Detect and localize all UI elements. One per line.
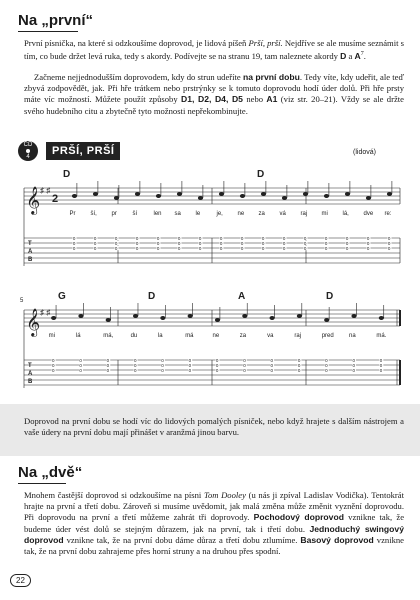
tab-fret: 0	[114, 245, 118, 251]
tab-fret: 0	[72, 245, 76, 251]
lyric-syllable: za	[258, 211, 265, 217]
section-heading-first-beat: Na „první“	[18, 12, 93, 29]
tab-fret: 0	[72, 240, 76, 246]
cd-icon: CD 4	[18, 141, 38, 161]
tab-fret: 0	[240, 235, 244, 241]
lyric-syllable: má.	[376, 333, 387, 339]
note-head	[133, 314, 138, 318]
tab-fret: 0	[325, 367, 328, 373]
tab-fret: 0	[325, 362, 328, 368]
tab-fret: 0	[52, 367, 55, 373]
music-system-2	[0, 288, 420, 398]
lyric-syllable: ne	[237, 211, 245, 217]
lyric-syllable: je,	[216, 211, 223, 217]
tab-fret: 0	[387, 245, 391, 251]
note-head	[297, 314, 302, 318]
svg-text:B: B	[28, 257, 33, 263]
lyric-syllable: má	[185, 333, 194, 339]
song-origin: (lidová)	[353, 149, 376, 156]
tab-fret: 0	[303, 240, 307, 246]
tab-fret: 0	[243, 357, 246, 363]
tab-fret: 0	[52, 362, 55, 368]
song-header	[18, 141, 398, 163]
tab-fret: 0	[93, 245, 97, 251]
note-head	[72, 194, 77, 198]
tab-fret: 0	[198, 235, 202, 241]
note-head	[324, 194, 329, 198]
lyric-syllable: va	[267, 333, 274, 339]
section-heading-second-beat: Na „dvě“	[18, 464, 82, 481]
strumming-paragraph: Začneme nejjednodušším doprovodem, kdy do strun udeříte na první dobu. Tedy víte, kdy udeřit, ale teď zbyvá zodpovědět, jak. Při hře trátkem nebo prstrýnky se k tomuto doprovodu hodí úder dolů. Při hře prsty máte víc možností. Můžete použít způsoby D1, D2, D4, D5 nebo A1 (viz str. 20–21). Vždy se ale držte svého hudebního citu a zbytečně tyto možnosti nepřekombinujte.	[24, 72, 405, 116]
note-head	[303, 192, 308, 196]
tab-fret: 0	[135, 245, 139, 251]
tab-fret: 0	[156, 235, 160, 241]
tab-fret: 0	[93, 235, 97, 241]
tab-fret: 0	[345, 240, 349, 246]
tab-fret: 0	[270, 367, 274, 373]
tab-fret: 0	[188, 357, 192, 363]
note-head	[345, 192, 350, 196]
tab-fret: 0	[177, 245, 181, 251]
tab-fret: 0	[379, 357, 383, 363]
tab-fret: 0	[387, 240, 391, 246]
tab-fret: 0	[177, 240, 181, 246]
tab-letters	[28, 241, 33, 263]
tab-fret: 0	[133, 362, 137, 368]
note-head	[270, 316, 275, 320]
tab-fret: 0	[240, 240, 244, 246]
lyric-syllable: dve	[363, 211, 374, 217]
tab-fret: 0	[219, 235, 223, 241]
tab-fret: 0	[297, 362, 301, 368]
lyric-syllable: mi	[48, 333, 55, 339]
svg-text:B: B	[28, 379, 33, 385]
svg-text:T: T	[28, 363, 32, 369]
lyric-syllable: len	[153, 211, 162, 217]
tab-fret: 0	[106, 367, 110, 373]
chord-symbol: D	[148, 291, 156, 302]
tab-fret: 0	[79, 362, 82, 368]
music-system-1	[0, 166, 420, 276]
note-head	[379, 316, 384, 320]
chord-symbol: D	[257, 169, 265, 180]
tab-fret: 0	[324, 235, 328, 241]
lyric-syllable: lá,	[342, 211, 349, 217]
tab-fret: 0	[243, 367, 246, 373]
svg-text:A: A	[28, 371, 33, 377]
tab-fret: 0	[379, 367, 383, 373]
tab-fret: 0	[215, 362, 219, 368]
lyric-syllable: na	[349, 333, 356, 339]
svg-text:2: 2	[52, 193, 59, 205]
lyric-syllable: du	[130, 333, 138, 339]
chord-symbol: D	[63, 169, 71, 180]
lyric-syllable: re:	[384, 211, 392, 217]
tab-fret: 0	[270, 357, 274, 363]
tab-fret: 0	[282, 240, 286, 246]
song-title: PRŠÍ, PRŠÍ	[46, 142, 120, 160]
note-head	[177, 192, 182, 196]
note-head	[135, 192, 140, 196]
tab-fret: 0	[106, 362, 110, 368]
note-head	[282, 196, 287, 200]
lyric-syllable: ne	[212, 333, 220, 339]
note-head	[366, 196, 371, 200]
tab-fret: 0	[240, 245, 244, 251]
note-head	[93, 192, 98, 196]
lyric-syllable: vá	[279, 211, 286, 217]
note-head	[160, 316, 165, 320]
tab-fret: 0	[161, 357, 164, 363]
tab-fret: 0	[270, 362, 274, 368]
tab-fret: 0	[133, 357, 137, 363]
note-head	[106, 318, 111, 322]
lyric-syllable: sa	[174, 211, 181, 217]
note-head	[351, 314, 356, 318]
treble-clef-icon: 𝄞	[26, 187, 41, 214]
tab-fret: 0	[352, 367, 355, 373]
tab-fret: 0	[114, 235, 118, 241]
tab-fret: 0	[188, 362, 192, 368]
tab-fret: 0	[79, 357, 82, 363]
tab-fret: 0	[215, 367, 219, 373]
tab-staff	[24, 235, 400, 263]
note-box-text: Doprovod na první dobu se hodí víc do lidových pomalých písniček, nebo když hrajete s dalším nástrojem a vaše údery na první dobu mají přinášet v aranžmá jinou barvu.	[24, 416, 404, 438]
tab-fret: 0	[366, 235, 370, 241]
lyric-syllable: pred	[321, 333, 334, 339]
note-head	[51, 316, 56, 320]
tab-fret: 0	[161, 362, 164, 368]
tab-fret: 0	[261, 240, 265, 246]
page-number: 22	[10, 574, 31, 587]
chord-symbol: A	[238, 291, 246, 302]
tab-fret: 0	[352, 362, 355, 368]
note-head	[114, 196, 119, 200]
tab-fret: 0	[297, 367, 301, 373]
lyric-syllable: raj	[294, 333, 302, 339]
tab-fret: 0	[135, 235, 139, 241]
note-head	[242, 314, 247, 318]
lyric-syllable: Pr	[69, 211, 76, 217]
tab-fret: 0	[215, 357, 219, 363]
intro-paragraph: První písnička, na které si odzkoušíme doprovod, je lidová píšeň Prší, prší. Nejdříve se ale musíme seznámit s tím, co bude držet levá ruka, tedy s akordy. Podívejte se na stranu 19, tam naleznete akordy D a $A^7$.	[24, 38, 404, 62]
tab-fret: 0	[366, 245, 370, 251]
tab-fret: 0	[325, 357, 328, 363]
tab-fret: 0	[219, 245, 223, 251]
note-head	[198, 196, 203, 200]
lyric-syllable: mi	[321, 211, 328, 217]
note-head	[324, 318, 329, 322]
tab-fret: 0	[198, 240, 202, 246]
tab-fret: 0	[243, 362, 246, 368]
tab-fret: 0	[156, 240, 160, 246]
tab-fret: 0	[303, 245, 307, 251]
tab-fret: 0	[198, 245, 202, 251]
lyric-syllable: le	[195, 211, 201, 217]
chord-symbol: D	[326, 291, 334, 302]
tab-fret: 0	[52, 357, 55, 363]
note-head	[387, 192, 392, 196]
chord-symbol: G	[58, 291, 66, 302]
tab-fret: 0	[133, 367, 137, 373]
svg-text:A: A	[28, 249, 33, 255]
tab-fret: 0	[72, 235, 76, 241]
tab-fret: 0	[114, 240, 118, 246]
tab-fret: 0	[261, 235, 265, 241]
lyric-syllable: la	[157, 333, 163, 339]
lyric-syllable: ší,	[90, 211, 97, 217]
lyric-syllable: ší	[132, 211, 138, 217]
treble-clef-icon: 𝄞	[26, 309, 41, 336]
svg-text:T: T	[28, 241, 32, 247]
tab-fret: 0	[188, 367, 192, 373]
lyric-syllable: za	[239, 333, 247, 339]
tab-letters	[28, 363, 33, 385]
measure-number: 5	[20, 298, 24, 304]
tab-fret: 0	[345, 245, 349, 251]
tab-fret: 0	[352, 357, 355, 363]
note-head	[219, 192, 224, 196]
tab-fret: 0	[79, 367, 82, 373]
tab-fret: 0	[219, 240, 223, 246]
tab-fret: 0	[345, 235, 349, 241]
tab-fret: 0	[297, 357, 301, 363]
tab-fret: 0	[324, 240, 328, 246]
tab-fret: 0	[379, 362, 383, 368]
lyric-syllable: má,	[103, 333, 114, 339]
key-signature: ♯ ♯	[40, 308, 51, 317]
tab-fret: 0	[282, 245, 286, 251]
tab-fret: 0	[161, 367, 164, 373]
note-head	[156, 194, 161, 198]
note-head	[78, 314, 83, 318]
tab-fret: 0	[156, 245, 160, 251]
tom-dooley-paragraph: Mnohem častější doprovod si odzkoušíme na písni Tom Dooley (u nás ji zpíval Ladislav Vodička). Tentokrát hrajte na první a třetí dobu. Zároveň si musíme uvědomit, jak malá změna může změnit vyznění doprovodu. Při doprovodu na první a třetí můžeme zahrát tři doprovody. Pochodový doprovod vznikne tak, že budeme úder vést dolů se stejným důrazem, jak na první, tak i třetí dobu. Jednoduchý swingový doprovod vznikne tak, že na první dobu dáme důraz a třetí dobu ztlumíme. Basový doprovod vznikne tak, že na první dobu zahrajeme přes horní struny a na druhou přes spodní.	[24, 490, 405, 557]
key-signature: ♯ ♯	[40, 186, 51, 195]
tab-fret: 0	[366, 240, 370, 246]
tab-fret: 0	[135, 240, 139, 246]
note-head	[215, 318, 220, 322]
tab-fret: 0	[282, 235, 286, 241]
tab-fret: 0	[303, 235, 307, 241]
tab-fret: 0	[261, 245, 265, 251]
tab-fret: 0	[387, 235, 391, 241]
tab-fret: 0	[106, 357, 110, 363]
lyric-syllable: raj	[300, 211, 308, 217]
lyric-syllable: lá	[75, 333, 81, 339]
lyric-syllable: pr	[111, 211, 117, 217]
note-head	[240, 194, 245, 198]
note-head	[261, 192, 266, 196]
note-head	[188, 314, 193, 318]
tab-fret: 0	[93, 240, 97, 246]
tab-fret: 0	[177, 235, 181, 241]
tab-fret: 0	[324, 245, 328, 251]
